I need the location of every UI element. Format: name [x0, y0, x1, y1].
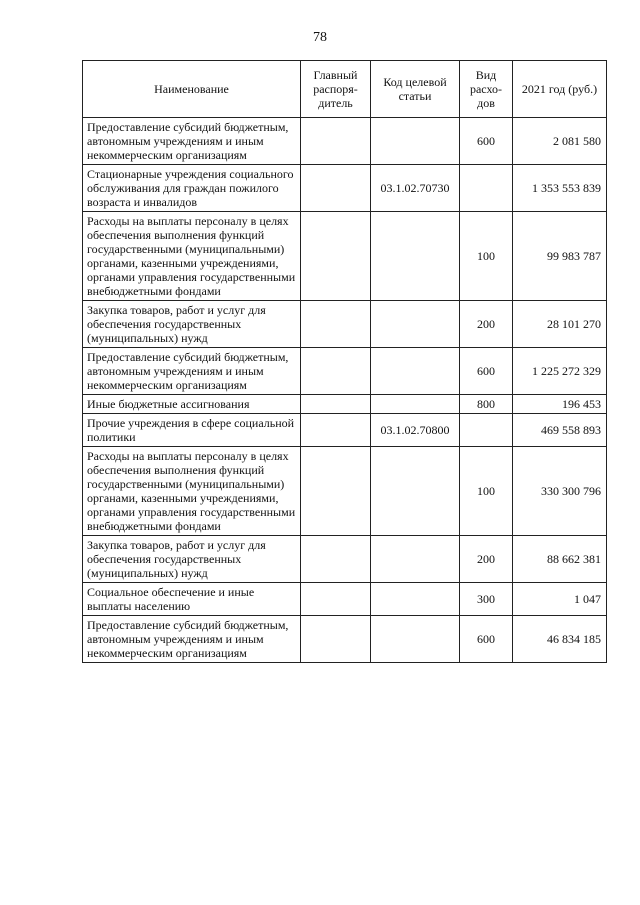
- row-amount: 2 081 580: [513, 118, 607, 165]
- row-main-manager: [301, 118, 371, 165]
- table-body: [83, 118, 607, 663]
- row-expense-type: 300: [460, 583, 513, 616]
- row-amount: 1 225 272 329: [513, 348, 607, 395]
- row-main-manager: [301, 414, 371, 447]
- row-name: Социальное обеспечение и иные выплаты населению: [83, 583, 301, 616]
- row-expense-type: 100: [460, 212, 513, 301]
- budget-table: [82, 60, 607, 663]
- row-main-manager: [301, 616, 371, 663]
- row-expense-type: 100: [460, 447, 513, 536]
- row-name: Расходы на выплаты персоналу в целях обеспечения выполнения функций государственными (муниципальными) органами, казенными учреждениями, органами управления государственными внебюджетными фондами: [83, 212, 301, 301]
- row-name: Предоставление субсидий бюджетным, автономным учреждениям и иным некоммерческим организациям: [83, 118, 301, 165]
- header-name: Наименование: [83, 61, 301, 118]
- row-expense-type: [460, 414, 513, 447]
- table-header: [83, 61, 607, 118]
- row-target-code: 03.1.02.70730: [371, 165, 460, 212]
- table-row: [83, 447, 607, 536]
- table-row: [83, 414, 607, 447]
- row-amount: 99 983 787: [513, 212, 607, 301]
- page-number: 78: [313, 30, 327, 45]
- table-row: [83, 348, 607, 395]
- table-row: [83, 165, 607, 212]
- row-amount: 28 101 270: [513, 301, 607, 348]
- row-expense-type: 600: [460, 616, 513, 663]
- row-expense-type: 600: [460, 348, 513, 395]
- row-main-manager: [301, 583, 371, 616]
- table-row: [83, 583, 607, 616]
- table-row: [83, 212, 607, 301]
- row-target-code: [371, 395, 460, 414]
- header-target-code: Код целевой статьи: [371, 61, 460, 118]
- header-row: [83, 61, 607, 118]
- row-name: Прочие учреждения в сфере социальной политики: [83, 414, 301, 447]
- row-amount: 330 300 796: [513, 447, 607, 536]
- row-amount: 88 662 381: [513, 536, 607, 583]
- row-name: Закупка товаров, работ и услуг для обеспечения государственных (муниципальных) нужд: [83, 536, 301, 583]
- row-name: Иные бюджетные ассигнования: [83, 395, 301, 414]
- row-target-code: [371, 536, 460, 583]
- row-main-manager: [301, 447, 371, 536]
- row-amount: 46 834 185: [513, 616, 607, 663]
- row-main-manager: [301, 212, 371, 301]
- row-amount: 1 047: [513, 583, 607, 616]
- row-amount: 196 453: [513, 395, 607, 414]
- row-expense-type: 200: [460, 301, 513, 348]
- row-target-code: [371, 301, 460, 348]
- row-name: Стационарные учреждения социального обслуживания для граждан пожилого возраста и инвалидов: [83, 165, 301, 212]
- table-row: [83, 301, 607, 348]
- header-expense-type: Вид расхо-дов: [460, 61, 513, 118]
- row-name: Предоставление субсидий бюджетным, автономным учреждениям и иным некоммерческим организациям: [83, 348, 301, 395]
- row-target-code: 03.1.02.70800: [371, 414, 460, 447]
- row-expense-type: [460, 165, 513, 212]
- table-row: [83, 118, 607, 165]
- table-row: [83, 536, 607, 583]
- row-target-code: [371, 118, 460, 165]
- row-main-manager: [301, 395, 371, 414]
- table-row: [83, 616, 607, 663]
- row-main-manager: [301, 301, 371, 348]
- row-target-code: [371, 616, 460, 663]
- row-main-manager: [301, 165, 371, 212]
- header-main-manager: Главный распоря-дитель: [301, 61, 371, 118]
- header-amount-2021: 2021 год (руб.): [513, 61, 607, 118]
- row-expense-type: 600: [460, 118, 513, 165]
- row-target-code: [371, 583, 460, 616]
- row-main-manager: [301, 348, 371, 395]
- row-amount: 469 558 893: [513, 414, 607, 447]
- row-amount: 1 353 553 839: [513, 165, 607, 212]
- row-name: Предоставление субсидий бюджетным, автономным учреждениям и иным некоммерческим организациям: [83, 616, 301, 663]
- row-main-manager: [301, 536, 371, 583]
- row-name: Расходы на выплаты персоналу в целях обеспечения выполнения функций государственными (муниципальными) органами, казенными учреждениями, органами управления государственными внебюджетными фондами: [83, 447, 301, 536]
- row-expense-type: 200: [460, 536, 513, 583]
- table-row: [83, 395, 607, 414]
- row-target-code: [371, 212, 460, 301]
- row-target-code: [371, 447, 460, 536]
- row-expense-type: 800: [460, 395, 513, 414]
- row-name: Закупка товаров, работ и услуг для обеспечения государственных (муниципальных) нужд: [83, 301, 301, 348]
- row-target-code: [371, 348, 460, 395]
